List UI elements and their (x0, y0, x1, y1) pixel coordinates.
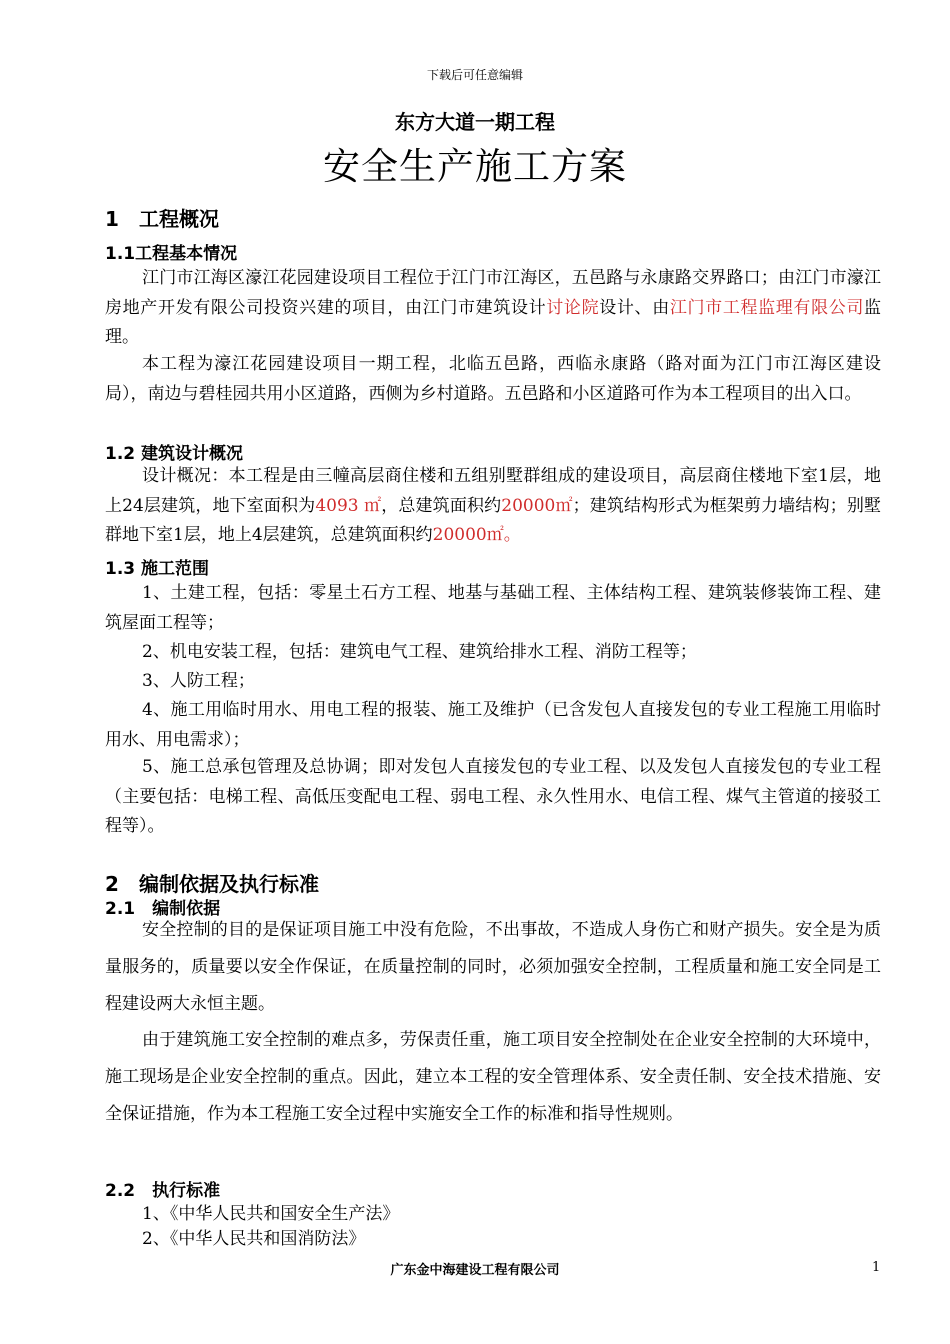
scope-item-5: 5、施工总承包管理及总协调；即对发包人直接发包的专业工程、以及发包人直接发包的专业工程（主要包括：电梯工程、高低压变配电工程、弱电工程、永久性用水、电信工程、煤气主管道的接驳工程等）。 (105, 757, 881, 836)
section-1-2-heading: 1.2 建筑设计概况 (105, 444, 244, 464)
section-1-number: 1 (105, 207, 119, 231)
section-1-3-heading: 1.3 施工范围 (105, 559, 210, 579)
section-1-heading (105, 203, 219, 232)
scope-item-2: 2、机电安装工程，包括：建筑电气工程、建筑给排水工程、消防工程等； (142, 642, 697, 662)
section-2-1-paragraph-1: 安全控制的目的是保证项目施工中没有危险，不出事故，不造成人身伤亡和财产损失。安全是为质量服务的，质量要以安全作保证，在质量控制的同时，必须加强安全控制，工程质量和施工安全同是工程建设两大永恒主题。 (105, 920, 881, 1014)
total-area-highrise: 20000㎡ (501, 495, 573, 516)
scope-item-4: 4、施工用临时用水、用电工程的报装、施工及维护（已含发包人直接发包的专业工程施工用临时用水、用电需求）； (105, 700, 881, 750)
section-2-number: 2 (105, 872, 119, 896)
document-subtitle: 东方大道一期工程 (395, 110, 555, 134)
section-1-2-paragraph-1: 设计概况：本工程是由三幢高层商住楼和五组别墅群组成的建设项目，高层商住楼地下室1层，地上24层建筑，地下室面积为4093 ㎡，总建筑面积约20000㎡；建筑结构形式为框架剪力墙结构；别墅群地下室1层，地上4层建筑，总建筑面积约20000㎡。 (105, 466, 881, 545)
supervision-company-name: 江门市工程监理有限公司 (669, 297, 865, 318)
header-note: 下载后可任意编辑 (426, 68, 523, 82)
section-2-1-paragraph-2: 由于建筑施工安全控制的难点多，劳保责任重，施工项目安全控制处在企业安全控制的大环境中，施工现场是企业安全控制的重点。因此，建立本工程的安全管理体系、安全责任制、安全技术措施、安全保证措施，作为本工程施工安全过程中实施安全工作的标准和指导性规则。 (105, 1030, 881, 1124)
section-1-1-paragraph-2: 本工程为濠江花园建设项目一期工程，北临五邑路，西临永康路（路对面为江门市江海区建设局），南边与碧桂园共用小区道路，西侧为乡村道路。五邑路和小区道路可作为本工程项目的出入口。 (105, 354, 881, 404)
total-area-villa: 20000㎡。 (432, 525, 521, 545)
section-2-1-heading: 2.1 编制依据 (105, 899, 221, 919)
scope-item-3: 3、人防工程； (142, 671, 255, 691)
section-2-2-heading: 2.2 执行标准 (105, 1181, 221, 1201)
page-number: 1 (872, 1260, 881, 1275)
section-1-1-heading: 1.1工程基本情况 (105, 244, 238, 264)
standard-item-2: 2、《中华人民共和国消防法》 (142, 1229, 366, 1249)
design-institute-name: 讨论院 (546, 297, 600, 318)
document-title: 安全生产施工方案 (323, 145, 627, 188)
scope-item-1: 1、土建工程，包括：零星土石方工程、地基与基础工程、主体结构工程、建筑装修装饰工程、建筑屋面工程等； (105, 583, 881, 633)
standard-item-1: 1、《中华人民共和国安全生产法》 (142, 1204, 400, 1224)
section-1-1-paragraph-1: 江门市江海区濠江花园建设项目工程位于江门市江海区，五邑路与永康路交界路口；由江门市濠江房地产开发有限公司投资兴建的项目，由江门市建筑设计讨论院设计、由江门市工程监理有限公司监理。 (105, 268, 882, 347)
section-1-title: 工程概况 (139, 207, 219, 231)
footer-company: 广东金中海建设工程有限公司 (390, 1263, 560, 1278)
section-2-title: 编制依据及执行标准 (139, 872, 319, 896)
section-2-heading (105, 868, 319, 897)
basement-area: 4093 ㎡ (315, 495, 382, 516)
